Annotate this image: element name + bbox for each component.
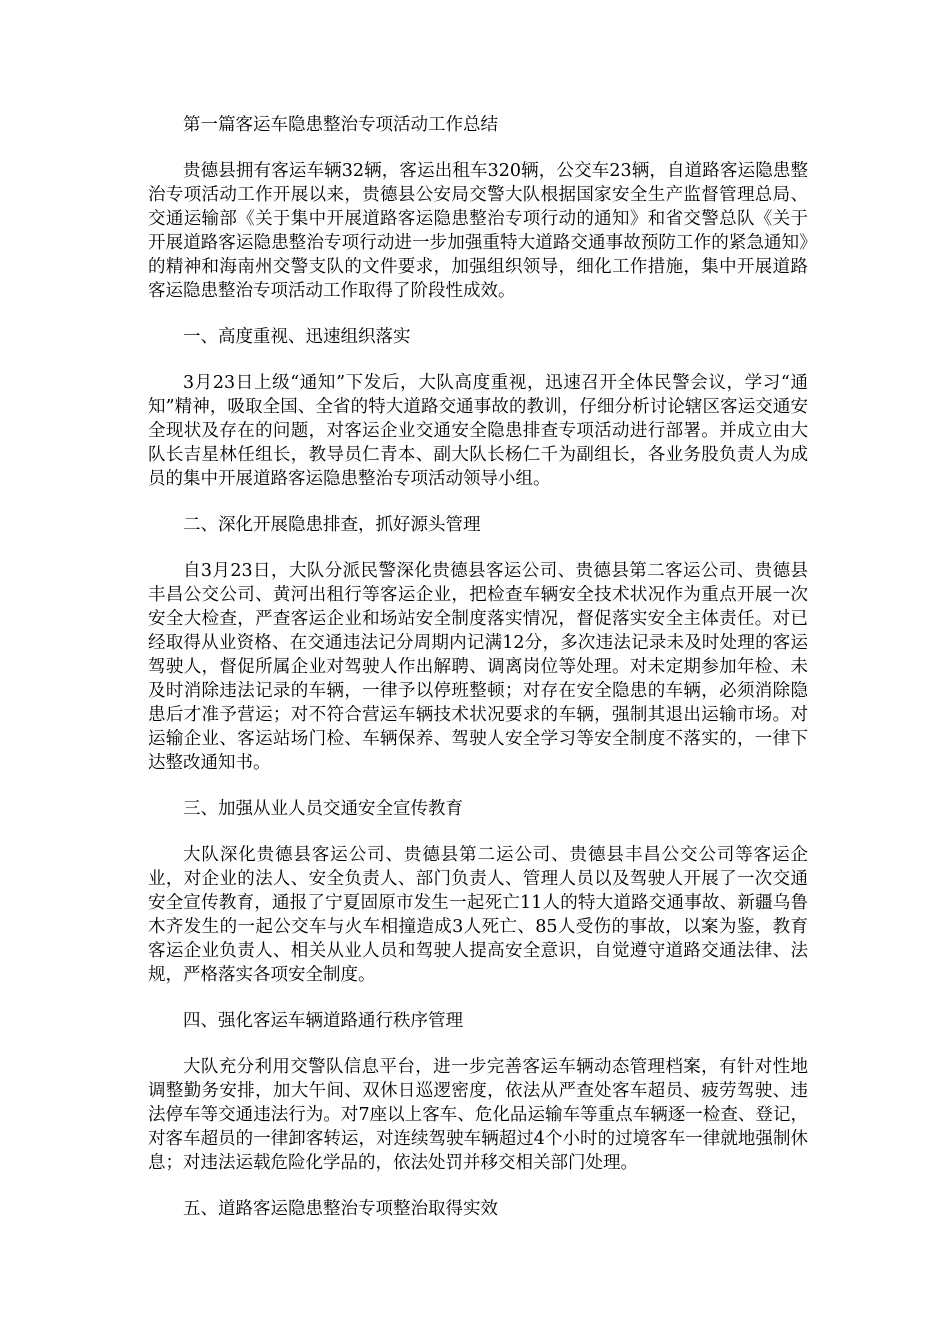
paragraph-section-2: 自3月23日，大队分派民警深化贵德县客运公司、贵德县第二客运公司、贵德县丰昌公交公司、黄河出租行等客运企业，把检查车辆安全技术状况作为重点开展一次安全大检查，严查客运企业和场站安全制度落实情况，督促落实安全主体责任。对已经取得从业资格、在交通违法记分周期内记满12分，多次违法记录未及时处理的客运驾驶人，督促所属企业对驾驶人作出解聘、调离岗位等处理。对未定期参加年检、未及时消除违法记录的车辆，一律予以停班整顿；对存在安全隐患的车辆，必须消除隐患后才准予营运；对不符合营运车辆技术状况要求的车辆，强制其退出运输市场。对运输企业、客运站场门检、车辆保养、驾驶人安全学习等安全制度不落实的，一律下达整改通知书。 [148,561,808,773]
paragraph-section-1: 3月23日上级“通知”下发后，大队高度重视，迅速召开全体民警会议，学习“通知”精神，吸取全国、全省的特大道路交通事故的教训，仔细分析讨论辖区客运交通安全现状及存在的问题，对客运企业交通安全隐患排查专项活动进行部署。并成立由大队长吉星林任组长，教导员仁青本、副大队长杨仁千为副组长，各业务股负责人为成员的集中开展道路客运隐患整治专项活动领导小组。 [148,373,808,489]
document-title: 第一篇客运车隐患整治专项活动工作总结 [183,115,498,135]
section-heading-2: 二、深化开展隐患排查，抓好源头管理 [183,515,481,535]
section-heading-3: 三、加强从业人员交通安全宣传教育 [183,799,463,819]
section-heading-4: 四、强化客运车辆道路通行秩序管理 [183,1011,463,1031]
document-page [148,113,808,1221]
paragraph-section-3: 大队深化贵德县客运公司、贵德县第二运公司、贵德县丰昌公交公司等客运企业，对企业的法人、安全负责人、部门负责人、管理人员以及驾驶人开展了一次交通安全宣传教育，通报了宁夏固原市发生一起死亡11人的特大道路交通事故、新疆乌鲁木齐发生的一起公交车与火车相撞造成3人死亡、85人受伤的事故，以案为鉴，教育客运企业负责人、相关从业人员和驾驶人提高安全意识，自觉遵守道路交通法律、法规，严格落实各项安全制度。 [148,845,808,985]
paragraph-section-4: 大队充分利用交警队信息平台，进一步完善客运车辆动态管理档案，有针对性地调整勤务安排，加大午间、双休日巡逻密度，依法从严查处客车超员、疲劳驾驶、违法停车等交通违法行为。对7座以上客车、危化品运输车等重点车辆逐一检查、登记，对客车超员的一律卸客转运，对连续驾驶车辆超过4个小时的过境客车一律就地强制休息；对违法运载危险化学品的，依法处罚并移交相关部门处理。 [148,1057,808,1173]
section-heading-1: 一、高度重视、迅速组织落实 [183,327,411,347]
section-heading-5: 五、道路客运隐患整治专项整治取得实效 [183,1199,498,1219]
paragraph-intro: 贵德县拥有客运车辆32辆，客运出租车320辆，公交车23辆，自道路客运隐患整治专项活动工作开展以来，贵德县公安局交警大队根据国家安全生产监督管理总局、交通运输部《关于集中开展道路客运隐患整治专项行动的通知》和省交警总队《关于开展道路客运隐患整治专项行动进一步加强重特大道路交通事故预防工作的紧急通知》的精神和海南州交警支队的文件要求，加强组织领导，细化工作措施，集中开展道路客运隐患整治专项活动工作取得了阶段性成效。 [148,161,808,301]
